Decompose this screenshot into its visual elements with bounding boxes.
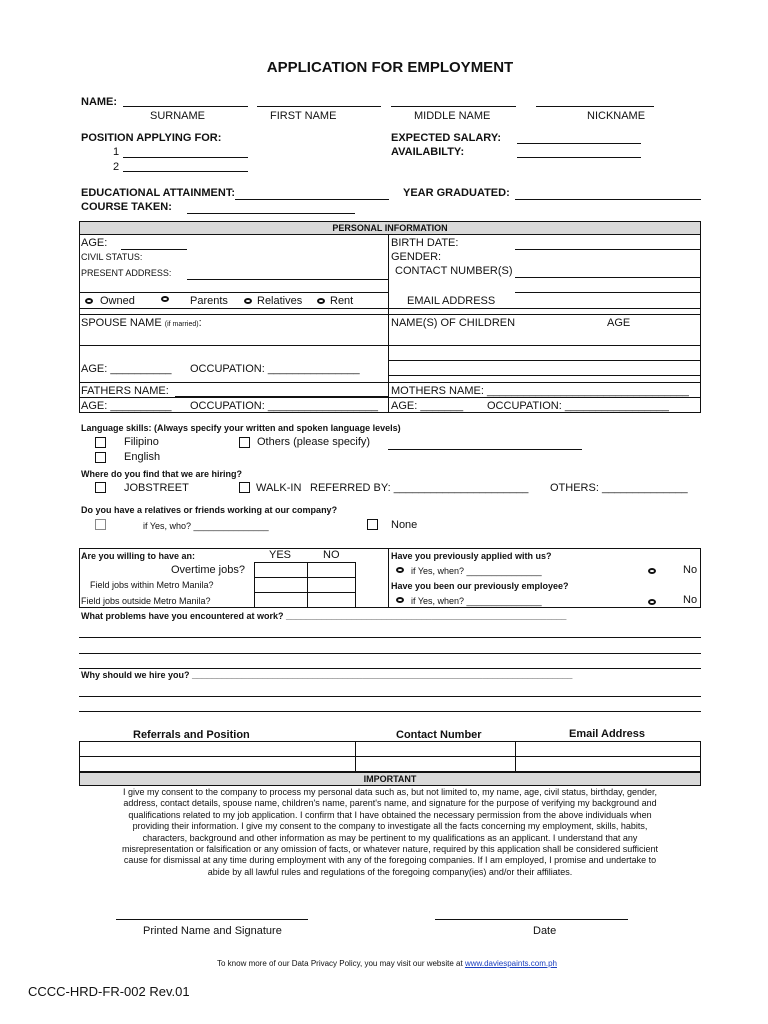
language-label: Language skills: (Always specify your written and spoken language levels) [81,423,401,433]
spouse-occupation: OCCUPATION: _______________ [190,363,360,375]
applied-if-yes: if Yes, when? _______________ [411,566,542,576]
birth-date-label: BIRTH DATE: [391,237,459,249]
spouse-colon: : [198,317,202,329]
first-name-caption: FIRST NAME [270,110,337,122]
spouse-top-line [79,314,388,315]
relatives-label: Relatives [257,295,303,307]
outside-label: Field jobs outside Metro Manila? [81,596,211,606]
willingness-divider [388,548,389,608]
hiring-label: Where do you find that we are hiring? [81,469,243,479]
rent-label: Rent [330,295,354,307]
applied-label: Have you previously applied with us? [391,551,552,561]
consent-text [80,787,700,878]
nickname-caption: NICKNAME [587,110,646,122]
relatives-if-yes: if Yes, who? _______________ [143,521,269,531]
parents-mid-line [79,397,701,398]
relatives-label: Do you have a relatives or friends working at our company? [81,505,338,515]
yes-no-grid [254,562,356,608]
name-label: NAME: [81,96,118,108]
civil-status-label: CIVIL STATUS: [81,252,143,262]
filipino-label: Filipino [124,436,159,448]
fathers-name-label: FATHERS NAME: [81,385,169,397]
middle-name-line[interactable] [391,106,516,107]
if-married-note: (if married) [164,321,199,328]
position-item-2: 2 [113,161,120,173]
date-line[interactable] [435,919,628,920]
others-language-checkbox[interactable] [239,437,250,448]
gender-label: GENDER: [391,251,442,263]
parents-label: Parents [190,295,228,307]
surname-caption: SURNAME [150,110,206,122]
willing-label: Are you willing to have an: [81,551,196,561]
contact-number-line-1[interactable] [515,277,701,278]
why-hire-label: Why should we hire you? ____________________________________________________________________________ [81,670,573,680]
hiring-others: OTHERS: ______________ [550,482,688,494]
filipino-checkbox[interactable] [95,437,106,448]
problems-line-1[interactable] [79,637,701,638]
yes-no-divider [307,562,308,608]
consent-line: characters, background and other information as may be pertinent to my qualifications as an applicant. I understand that any [142,832,638,843]
nickname-line[interactable] [536,106,654,107]
position-label: POSITION APPLYING FOR: [81,132,222,144]
employee-if-yes: if Yes, when? _______________ [411,596,542,606]
consent-line: qualifications related to my job application. I confirm that I have obtained the necessary permission from the above individuals when [128,809,652,820]
spouse-name-label [81,317,202,329]
education-line[interactable] [235,199,389,200]
english-label: English [124,451,161,463]
relatives-yes-checkbox[interactable] [95,519,106,530]
parents-radio[interactable] [161,296,169,302]
employee-no-label: No [683,594,698,606]
children-top-line [388,314,701,315]
referred-by: REFERRED BY: ______________________ [310,482,529,494]
consent-line: I give my consent to the company to process my personal data such as, but not limited to, my name, age, civil status, birthday, gender, [122,787,658,797]
email-address-header: Email Address [569,728,646,740]
children-age-label: AGE [607,317,631,329]
present-address-label: PRESENT ADDRESS: [81,268,172,278]
course-line[interactable] [187,213,355,214]
employee-no-radio[interactable] [648,599,656,605]
consent-line: address, contact details, spouse name, children's name, parent's name, and signature for the purpose of verifying my background and [123,798,657,809]
consent-line: abide by all lawful rules and regulations of the foregoing company(ies) and/or their affiliates. [207,866,573,877]
availability-label: AVAILABILTY: [391,146,465,158]
no-header: NO [323,549,340,561]
spouse-age: AGE: __________ [81,363,172,375]
why-hire-line-1[interactable] [79,696,701,697]
age-line[interactable] [121,249,187,250]
personal-info-header: PERSONAL INFORMATION [79,221,701,235]
spouse-name-text: SPOUSE NAME [81,317,162,329]
english-checkbox[interactable] [95,452,106,463]
availability-line[interactable] [517,157,641,158]
form-code: CCCC-HRD-FR-002 Rev.01 [28,984,190,999]
relatives-radio[interactable] [244,298,252,304]
yes-header: YES [269,549,292,561]
spouse-name-line[interactable] [79,345,388,346]
jobstreet-checkbox[interactable] [95,482,106,493]
address-row-line [79,292,388,293]
expected-salary-line[interactable] [517,143,641,144]
applied-yes-radio[interactable] [396,567,404,573]
metro-label: Field jobs within Metro Manila? [90,580,214,590]
referrals-row-line [79,756,701,757]
applied-no-radio[interactable] [648,568,656,574]
year-graduated-line[interactable] [515,199,701,200]
grid-row-2 [254,592,356,593]
position-item-1: 1 [113,146,120,158]
fathers-occupation: OCCUPATION: __________________ [190,400,378,412]
age-label: AGE: [81,237,108,249]
privacy-note [217,959,557,968]
child-line-2[interactable] [388,360,701,361]
consent-line: cause for dismissal at any time during employment with any of the foregoing companies. If I am employed, I promise and undertake to [123,855,657,866]
fathers-age: AGE: __________ [81,400,172,412]
important-header: IMPORTANT [79,772,701,786]
parents-top-line [79,382,701,383]
problems-label: What problems have you encountered at work? ________________________________________________________ [81,611,567,621]
contact-number-line-2[interactable] [515,292,701,293]
printed-name-label: Printed Name and Signature [143,925,282,937]
child-line-3[interactable] [388,375,701,376]
owned-label: Owned [100,295,135,307]
others-language-label: Others (please specify) [257,436,371,448]
contact-numbers-label: CONTACT NUMBER(S) [395,265,513,277]
signature-line[interactable] [116,919,308,920]
consent-line: misrepresentation or falsification or any omission of facts, or whatever nature, required by this application shall be considered sufficient [121,844,659,855]
education-label: EDUCATIONAL ATTAINMENT: [81,187,235,199]
referrals-header: Referrals and Position [133,729,250,741]
mothers-age: AGE: _______ [391,400,464,412]
personal-divider [388,234,389,413]
others-language-line[interactable] [388,449,582,450]
grid-row-1 [254,577,356,578]
relatives-none-checkbox[interactable] [367,519,378,530]
contact-number-header: Contact Number [396,729,482,741]
middle-name-caption: MIDDLE NAME [414,110,491,122]
children-label: NAME(S) OF CHILDREN [391,317,516,329]
page-title: APPLICATION FOR EMPLOYMENT [266,59,514,76]
privacy-link[interactable]: www.daviespaints.com.ph [464,959,557,968]
first-name-line[interactable] [257,106,381,107]
child-line-1[interactable] [388,345,701,346]
expected-salary-label: EXPECTED SALARY: [391,132,502,144]
present-address-line[interactable] [187,279,388,280]
mothers-occupation: OCCUPATION: _________________ [487,400,669,412]
mothers-name-label: MOTHERS NAME: _________________________________ [391,385,689,397]
email-label: EMAIL ADDRESS [407,295,496,307]
email-row-line [79,308,701,309]
consent-line: providing their information. I give my consent to the company to investigate all the facts concerning my employment, skills, habits, [132,821,648,832]
walkin-label: WALK-IN [256,482,302,494]
date-label: Date [533,925,557,937]
relatives-none-label: None [391,519,418,531]
course-label: COURSE TAKEN: [81,201,172,213]
surname-line[interactable] [123,106,248,107]
position-2-line[interactable] [123,171,248,172]
overtime-label: Overtime jobs? [171,564,245,576]
employee-yes-radio[interactable] [396,597,404,603]
problems-line-2[interactable] [79,653,701,654]
walkin-checkbox[interactable] [239,482,250,493]
rent-radio[interactable] [317,298,325,304]
position-1-line[interactable] [123,157,248,158]
problems-line-3[interactable] [79,668,701,669]
employee-label: Have you been our previously employee? [391,581,569,591]
privacy-text: To know more of our Data Privacy Policy, you may visit our website at [217,959,465,968]
year-graduated-label: YEAR GRADUATED: [403,187,510,199]
birth-date-line[interactable] [515,249,701,250]
owned-radio[interactable] [85,298,93,304]
jobstreet-label: JOBSTREET [124,482,189,494]
why-hire-line-2[interactable] [79,711,701,712]
applied-no-label: No [683,564,698,576]
